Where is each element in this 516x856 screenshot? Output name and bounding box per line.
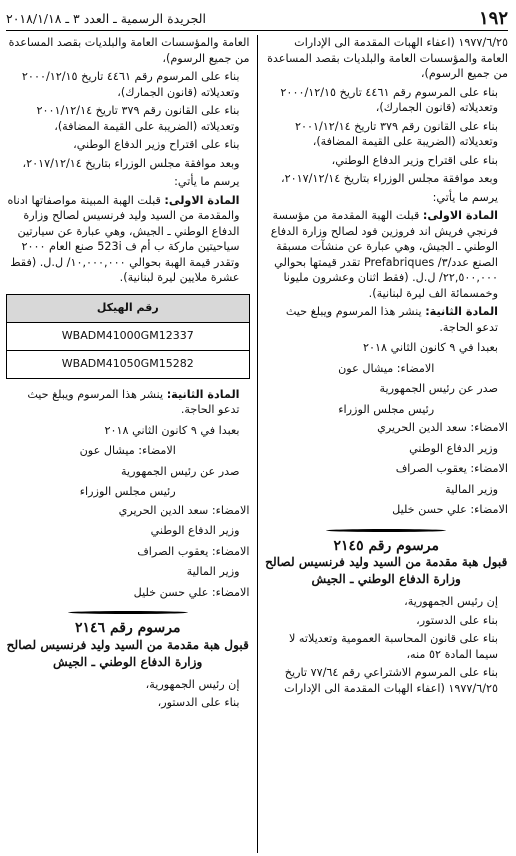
right-column	[258, 35, 509, 853]
section-divider	[326, 526, 446, 535]
article-text: ينشر هذا المرسوم ويبلغ حيث تدعو الحاجة.	[285, 305, 498, 334]
paragraph: بناء على اقتراح وزير الدفاع الوطني،	[73, 138, 240, 151]
running-header: الجريدة الرسمية ـ العدد ٣ ـ ٢٠١٨/١/١٨	[6, 10, 206, 26]
paragraph: بناء على اقتراح وزير الدفاع الوطني،	[331, 153, 498, 167]
signature-line: وزير الدفاع الوطني	[150, 524, 240, 537]
decree-number: مرسوم رقم ٢١٤٥	[333, 537, 439, 554]
paragraph: بناء على الدستور،	[157, 696, 240, 709]
section-divider	[68, 608, 188, 617]
signature-line: صدر عن رئيس الجمهورية	[121, 464, 240, 478]
signature-line: وزير المالية	[445, 482, 498, 496]
paragraph: وبعد موافقة مجلس الوزراء بتاريخ ٢٠١٧/١٢/١٤،	[281, 172, 498, 185]
paragraph: يرسم ما يأتي:	[432, 190, 498, 204]
signature-line: صدر عن رئيس الجمهورية	[379, 382, 498, 395]
paragraph: بناء على الدستور،	[416, 613, 498, 627]
article-1	[6, 193, 250, 286]
decree-title: قبول هبة مقدمة من السيد وليد فرنسيس لصالح وزارة الدفاع الوطني ـ الجيش	[6, 637, 249, 669]
decree-title: قبول هبة مقدمة من السيد وليد فرنسيس لصالح وزارة الدفاع الوطني ـ الجيش	[265, 555, 508, 586]
paragraph: إن رئيس الجمهورية،	[145, 677, 240, 691]
article-2	[6, 387, 250, 418]
table-cell: WBADM41050GM15282	[7, 350, 250, 378]
table-header: رقم الهيكل	[7, 294, 250, 322]
signature-line: رئيس مجلس الوزراء	[338, 402, 435, 416]
paragraph: بناء على القانون رقم ٣٧٩ تاريخ ٢٠٠١/١٢/١٤ وتعديلاته (الضريبة على القيمة المضافة)،	[294, 119, 498, 148]
paragraph: ١٩٧٧/٦/٢٥ (اعفاء الهبات المقدمة الى الإدارات العامة والمؤسسات العامة والبلديات بقصد المساعدة من جميع الرسوم)،	[267, 36, 508, 80]
article-text: قبلت الهبة المبينة مواصفاتها ادناه والمقدمة من السيد وليد فرنسيس لصالح وزارة الدفاع الوطني ـ الجيش، وهي عبارة عن سيارتين سياحيتين ماركة ب أم ف 523i صنع العام ٢٠٠٠ وتقدر قيمة الهبة بحوالي ١٠,٠٠٠,٠٠٠/ ل.ل. (فقط عشرة ملايين ليرة لبنانية).	[7, 193, 240, 284]
signature: الامضاء: يعقوب الصراف	[137, 544, 250, 558]
paragraph: إن رئيس الجمهورية،	[404, 595, 498, 608]
paragraph: بناء على المرسوم الاشتراعي رقم ٧٧/٦٤ تاريخ ١٩٧٧/٦/٢٥ (اعفاء الهبات المقدمة الى الإدارات	[284, 666, 498, 695]
paragraph: وبعد موافقة مجلس الوزراء بتاريخ ٢٠١٧/١٢/١٤،	[22, 156, 240, 170]
article-label: المادة الاولى:	[422, 209, 498, 222]
article-2	[265, 304, 509, 335]
article-label: المادة الاولى:	[164, 193, 240, 207]
paragraph: يرسم ما يأتي:	[174, 175, 240, 188]
article-label: المادة الثانية:	[425, 305, 498, 318]
table-row	[7, 350, 250, 378]
signature: الامضاء: سعد الدين الحريري	[377, 421, 508, 434]
paragraph: العامة والمؤسسات العامة والبلديات بقصد المساعدة من جميع الرسوم)،	[8, 36, 250, 65]
signature-line: وزير الدفاع الوطني	[409, 441, 498, 455]
page-header	[6, 6, 508, 31]
paragraph: بناء على القانون رقم ٣٧٩ تاريخ ٢٠٠١/١٢/١٤ وتعديلاته (الضريبة على القيمة المضافة)،	[36, 104, 240, 133]
left-column	[6, 35, 258, 853]
signature-line: وزير المالية	[186, 565, 240, 578]
signature: الامضاء: ميشال عون	[79, 444, 176, 457]
paragraph: بناء على المرسوم رقم ٤٤٦١ تاريخ ٢٠٠٠/١٢/١٥ وتعديلاته (قانون الجمارك)،	[21, 70, 240, 99]
article-text: ينشر هذا المرسوم ويبلغ حيث تدعو الحاجة.	[27, 387, 240, 416]
paragraph: بناء على المرسوم رقم ٤٤٦١ تاريخ ٢٠٠٠/١٢/١٥ وتعديلاته (قانون الجمارك)،	[280, 85, 498, 114]
article-1	[265, 208, 509, 301]
signature: الامضاء: ميشال عون	[338, 361, 435, 375]
decree-date: بعبدا في ٩ كانون الثاني ٢٠١٨	[104, 423, 240, 437]
signature-line: رئيس مجلس الوزراء	[79, 485, 176, 498]
page-number: ١٩٢	[478, 7, 508, 29]
table-cell: WBADM41000GM12337	[7, 322, 250, 350]
table-row	[7, 322, 250, 350]
paragraph: بناء على قانون المحاسبة العمومية وتعديلاته لا سيما المادة ٥٢ منه،	[288, 632, 498, 661]
article-text: قبلت الهبة المقدمة من مؤسسة فرنجي فريش اند فروزين فود لصالح وزارة الدفاع الوطني ـ الجيش، وهي عبارة عن منشآت مسبقة الصنع عدد/٣/ Prefabriques تقدر قيمتها بحوالي ٢٢,٥٠٠,٠٠٠/ ل.ل. (فقط اثنان وعشرون مليونا وخمسمائة الف ليرة لبنانية).	[270, 209, 498, 300]
signature: الامضاء: علي حسن خليل	[133, 585, 250, 599]
decree-date: بعبدا في ٩ كانون الثاني ٢٠١٨	[363, 341, 498, 354]
signature: الامضاء: يعقوب الصراف	[395, 462, 508, 475]
chassis-table	[6, 294, 250, 379]
signature: الامضاء: سعد الدين الحريري	[118, 503, 250, 517]
decree-number: مرسوم رقم ٢١٤٦	[75, 620, 181, 636]
article-label: المادة الثانية:	[166, 387, 240, 401]
columns	[6, 35, 508, 853]
signature: الامضاء: علي حسن خليل	[392, 503, 508, 516]
